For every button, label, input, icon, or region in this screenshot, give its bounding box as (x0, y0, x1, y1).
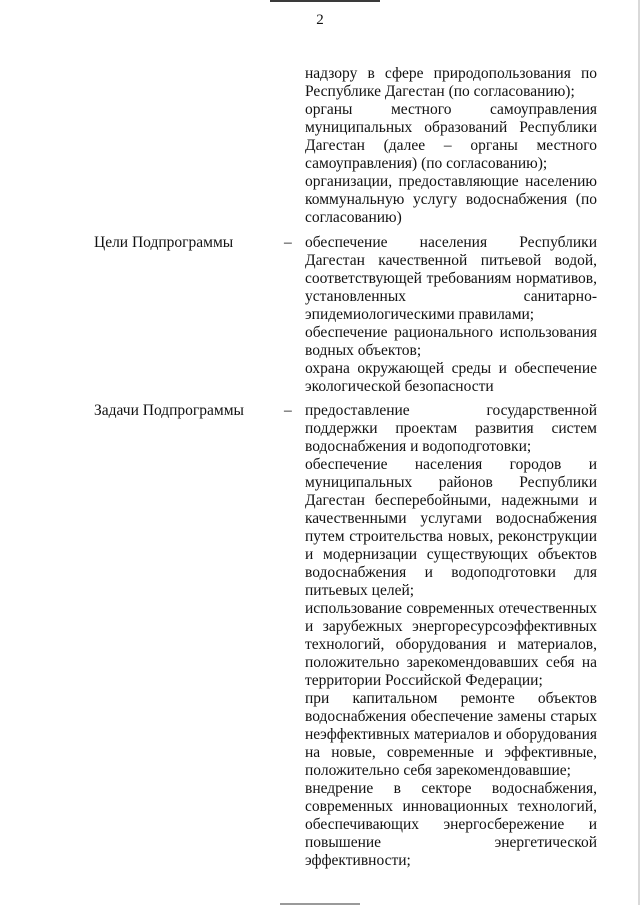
scan-edge-mark-top (270, 0, 380, 2)
paragraph: организации, предоставляющие населению коммунальную услугу водоснабжения (по согласованию) (305, 173, 597, 226)
goals-dash: – (284, 234, 292, 251)
paragraph: обеспечение населения городов и муниципальных районов Республики Дагестан бесперебойными, надежными и качественными услугами водоснабжения путем строительства новых, реконструкции и модернизации существующих объектов водоснабжения и водоподготовки для питьевых целей; (305, 456, 597, 599)
goals-label: Цели Подпрограммы (94, 234, 234, 251)
page-number: 2 (316, 12, 324, 28)
paragraph: внедрение в секторе водоснабжения, современных инновационных технологий, обеспечивающих энергосбережение и повышение энергетической эффективности; (305, 780, 597, 869)
tasks-dash: – (284, 402, 292, 419)
paragraph: при капитальном ремонте объектов водоснабжения обеспечение замены старых неэффективных материалов и оборудования на новые, современные и эффективные, положительно себя зарекомендовавшие; (305, 690, 597, 779)
paragraph: использование современных отечественных и зарубежных энергоресурсоэффективных технологий, оборудования и материалов, положительно зарекомендовавших себя на территории Российской Федерации; (305, 600, 597, 689)
tasks-block (305, 402, 597, 870)
paragraph: органы местного самоуправления муниципальных образований Республики Дагестан (далее – органы местного самоуправления) (по согласованию); (305, 101, 597, 172)
goals-block (305, 234, 597, 396)
paragraph: надзору в сфере природопользования по Республике Дагестан (по согласованию); (305, 65, 597, 100)
paragraph: обеспечение населения Республики Дагестан качественной питьевой водой, соответствующей требованиям нормативов, установленных санитарно-эпидемиологическими правилами; (305, 234, 597, 323)
paragraph: предоставление государственной поддержки проектам развития систем водоснабжения и водоподготовки; (305, 402, 597, 455)
paragraph: охрана окружающей среды и обеспечение экологической безопасности (305, 360, 597, 395)
continued-responsible-block (305, 65, 597, 227)
tasks-label: Задачи Подпрограммы (94, 402, 244, 419)
paragraph: обеспечение рационального использования водных объектов; (305, 324, 597, 359)
